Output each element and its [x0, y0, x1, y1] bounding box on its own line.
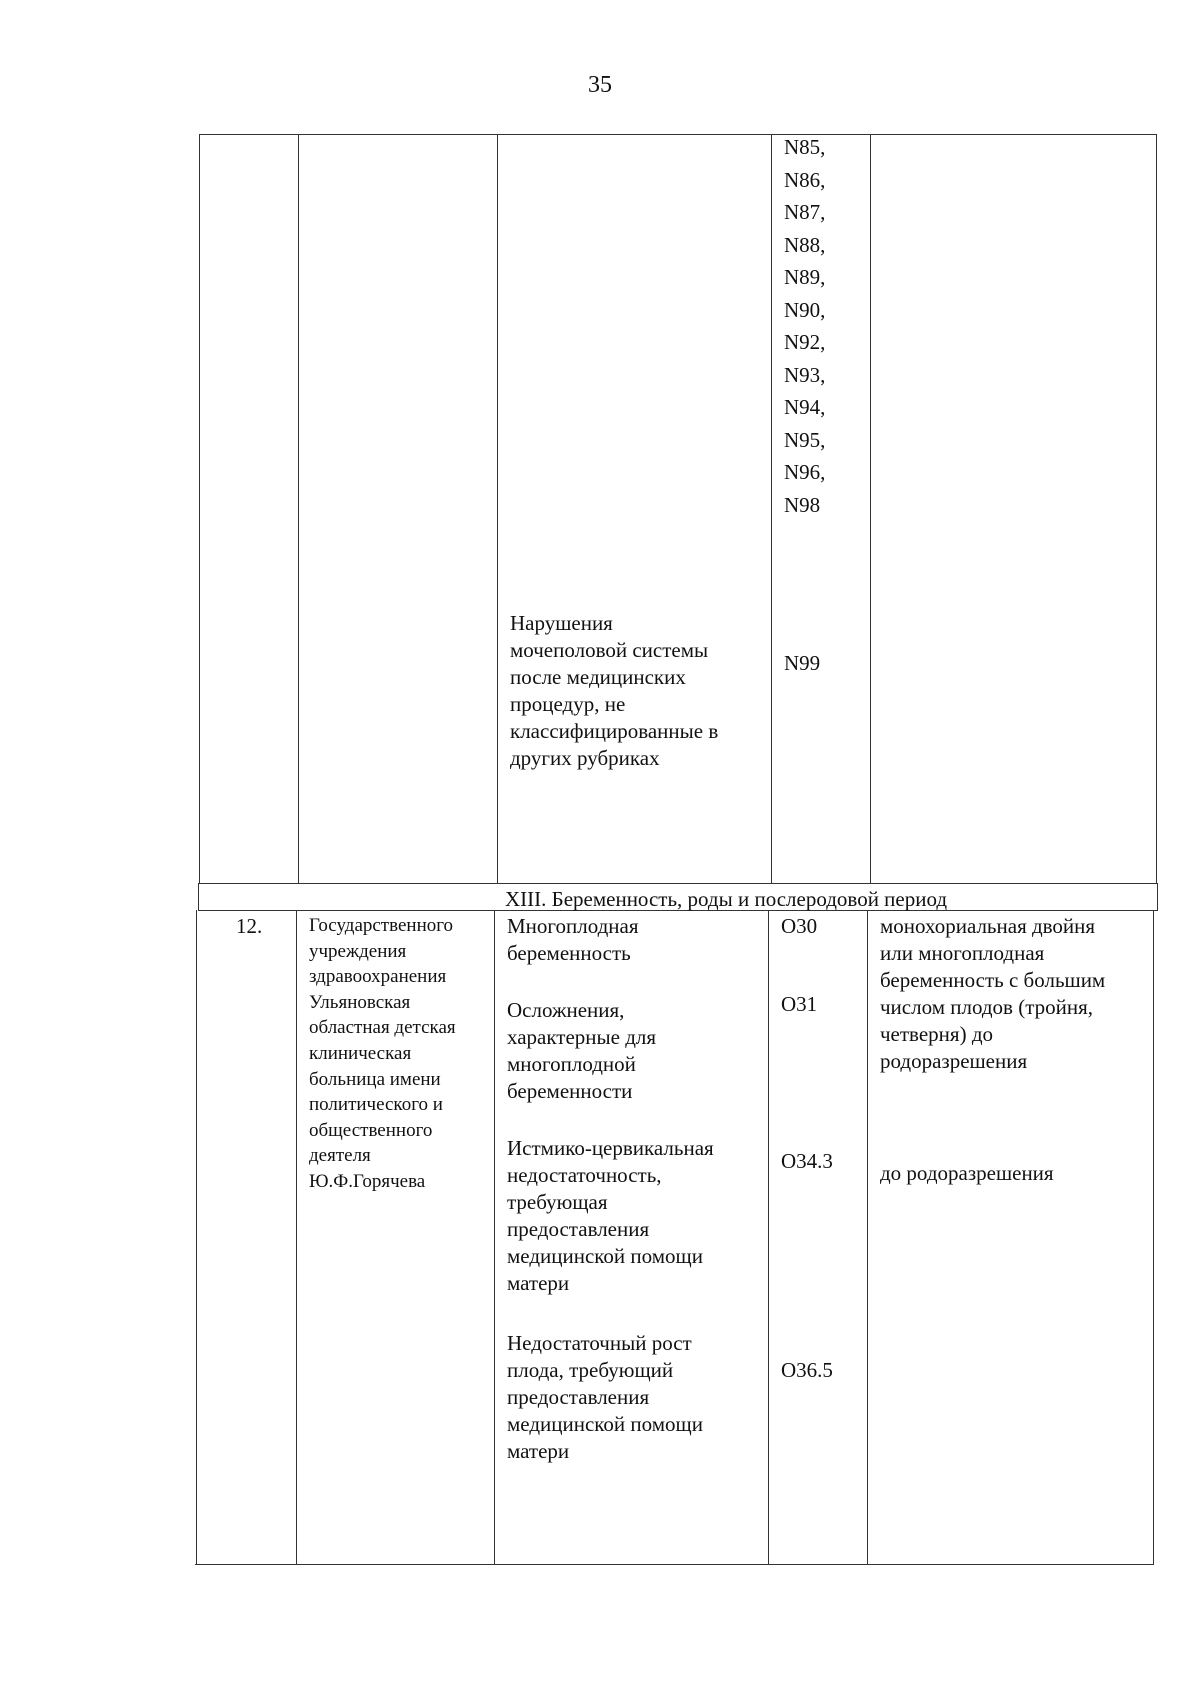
col-border [870, 134, 871, 883]
col-border [771, 134, 772, 883]
icd-code: O30 [781, 914, 818, 938]
icd-code: N94, [784, 395, 826, 419]
icd-code: N99 [784, 651, 821, 675]
condition-cell: до родоразрешения [880, 1161, 1054, 1185]
table-bottom-border [195, 1564, 1154, 1565]
col-border [199, 134, 200, 883]
institution-cell: Государственного учреждения здравоохранения Ульяновская областная детская клиническая больница имени политического и общественного деятеля Ю.Ф.Горячева [309, 915, 456, 1192]
col-border [298, 134, 299, 883]
icd-code: O34.3 [781, 1149, 833, 1173]
section-header: XIII. Беременность, роды и послеродовой период [505, 887, 948, 911]
icd-code: O31 [781, 992, 818, 1016]
icd-code: N89, [784, 265, 826, 289]
table-top-border [199, 134, 1157, 135]
diagnosis-cell: Многоплодная беременность [507, 914, 639, 965]
diagnosis-cell: Осложнения, характерные для многоплодной беременности [507, 998, 657, 1103]
icd-code: N98 [784, 492, 821, 517]
icd-code: N90, [784, 297, 826, 322]
col-border [494, 910, 495, 1564]
col-border [1153, 910, 1154, 1564]
section-header-right-border [1157, 883, 1158, 910]
row-number: 12. [236, 914, 263, 938]
section-header-left-border [198, 883, 199, 910]
col-border [867, 910, 868, 1564]
icd-code: N93, [784, 362, 826, 387]
col-border [1156, 134, 1157, 883]
col-border [196, 910, 197, 1564]
icd-code: N92, [784, 330, 826, 354]
icd-code: N87, [784, 200, 826, 224]
diagnosis-cell: Недостаточный рост плода, требующий предоставления медицинской помощи матери [507, 1331, 703, 1463]
icd-code: N88, [784, 232, 826, 257]
col-border [296, 910, 297, 1564]
icd-code: N85, [784, 135, 826, 159]
col-border [497, 134, 498, 883]
condition-cell: монохориальная двойня или многоплодная беременность с большим числом плодов (тройня, четверня) до родоразрешения [880, 914, 1106, 1073]
col-border [768, 910, 769, 1564]
icd-code: N86, [784, 167, 826, 192]
icd-code: N96, [784, 460, 826, 484]
diagnosis-cell: Истмико-цервикальная недостаточность, требующая предоставления медицинской помощи матери [507, 1136, 714, 1295]
page-number: 35 [588, 72, 612, 98]
section-header-top-border [198, 883, 1158, 884]
icd-code: N95, [784, 427, 826, 452]
icd-code: O36.5 [781, 1358, 833, 1382]
diagnosis-cell: Нарушения мочеполовой системы после медицинских процедур, не классифицированные в других рубриках [510, 611, 719, 770]
